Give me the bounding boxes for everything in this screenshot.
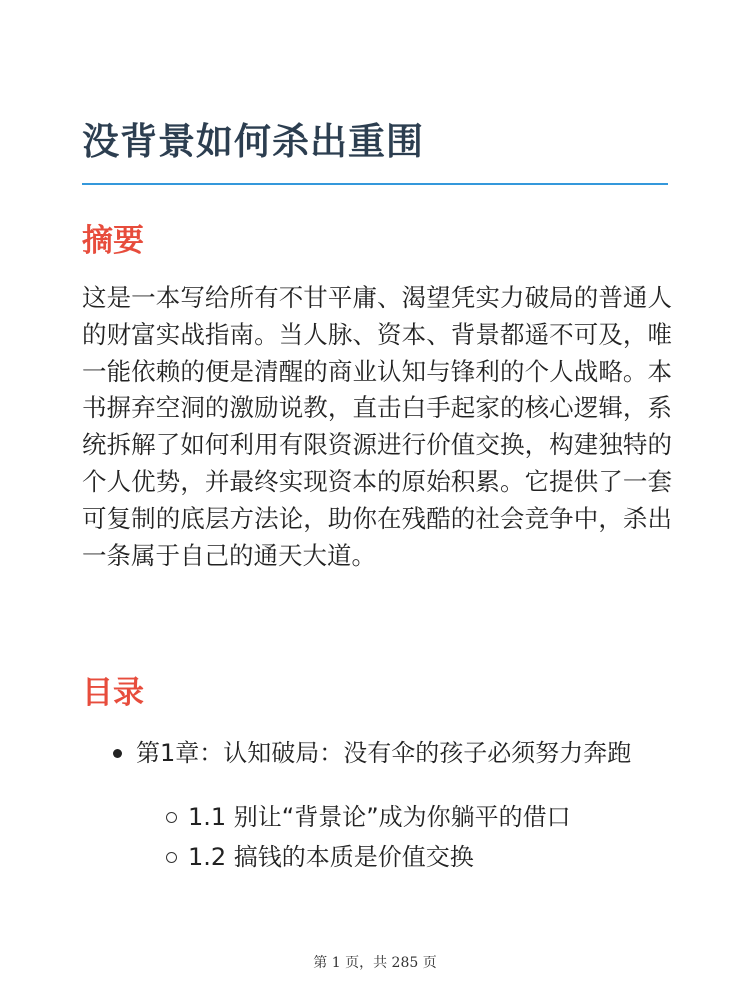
bullet-circle-icon [166, 812, 177, 823]
page-number-footer: 第 1 页，共 285 页 [313, 955, 437, 971]
bullet-circle-icon [166, 852, 177, 863]
toc-section-label[interactable]: 1.2 搞钱的本质是价值交换 [188, 843, 474, 871]
toc-heading: 目录 [82, 675, 144, 711]
toc-chapter-label[interactable]: 第1章：认知破局：没有伞的孩子必须努力奔跑 [136, 739, 632, 767]
bullet-disc-icon [113, 749, 122, 758]
toc-section-item[interactable] [136, 797, 668, 837]
title-divider [82, 183, 668, 185]
document-title: 没背景如何杀出重围 [82, 120, 424, 163]
toc-section-list [136, 797, 668, 877]
abstract-heading: 摘要 [82, 223, 144, 259]
toc-section-label[interactable]: 1.1 别让“背景论”成为你躺平的借口 [188, 803, 571, 831]
toc-chapter-item[interactable] [82, 735, 668, 877]
toc-list [82, 735, 668, 877]
toc-section-item[interactable] [136, 837, 668, 877]
abstract-paragraph: 这是一本写给所有不甘平庸、渴望凭实力破局的普通人的财富实战指南。当人脉、资本、背景都遥不可及，唯一能依赖的便是清醒的商业认知与锋利的个人战略。本书摒弃空洞的激励说教，直击白手起家的核心逻辑，系统拆解了如何利用有限资源进行价值交换，构建独特的个人优势，并最终实现资本的原始积累。它提供了一套可复制的底层方法论，助你在残酷的社会竞争中，杀出一条属于自己的通天大道。 [82, 283, 672, 570]
